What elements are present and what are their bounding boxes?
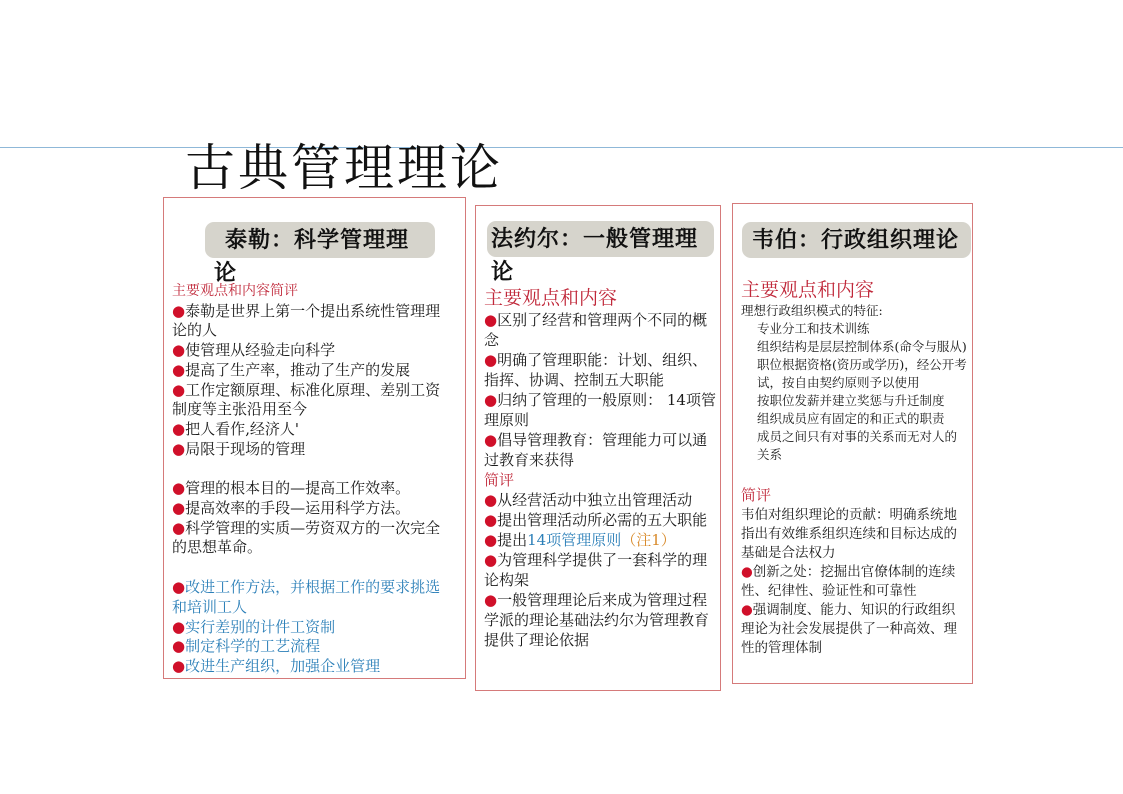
list-item — [172, 657, 454, 677]
fayol-header-tail: 论 — [491, 259, 514, 285]
weber-panel — [732, 203, 973, 684]
bullet-icon: ● — [484, 431, 498, 449]
item-text: 提高了生产率，推动了生产的发展 — [185, 360, 411, 379]
fayol-header: 法约尔：一般管理理 — [487, 221, 714, 257]
item-text: 专业分工和技术训练 — [757, 321, 870, 336]
list-item — [484, 350, 720, 390]
bullet-icon: ● — [172, 419, 186, 438]
bullet-icon: ● — [484, 531, 498, 549]
spacer — [741, 464, 967, 484]
section-heading: 主要观点和内容简评 — [172, 283, 298, 299]
item-text: 组织结构是层层控制体系(命令与服从)职位根据资格(资历或学历)，经公开考试，按自由契约原则予以使用 — [757, 339, 967, 390]
page-title: 古典管理理论 — [185, 139, 503, 197]
list-item — [172, 420, 454, 440]
list-item — [741, 338, 967, 392]
bullet-icon: ● — [741, 564, 753, 580]
item-text: 归纳了管理的一般原则： 14项管理原则 — [484, 391, 716, 429]
list-item — [741, 601, 967, 658]
list-item — [172, 519, 454, 558]
list-item — [484, 590, 720, 650]
item-text: 14项管理原则 — [527, 531, 622, 549]
item-text: 改进工作方法，并根据工作的要求挑选和培训工人 — [172, 578, 441, 616]
section-heading: 主要观点和内容 — [741, 279, 875, 301]
list-item — [741, 428, 967, 464]
item-text: 理想行政组织模式的特征: — [741, 303, 883, 318]
section-heading: 简评 — [484, 471, 515, 489]
item-text: 提出 — [497, 531, 528, 549]
bullet-icon: ● — [484, 591, 498, 609]
bullet-icon: ● — [172, 617, 186, 636]
list-item — [484, 530, 720, 550]
bullet-icon: ● — [172, 518, 186, 537]
list-item — [484, 490, 720, 510]
fayol-panel — [475, 205, 721, 691]
taylor-content — [172, 282, 454, 677]
item-text: 从经营活动中独立出管理活动 — [497, 491, 693, 509]
item-text: 泰勒是世界上第一个提出系统性管理理论的人 — [172, 301, 441, 340]
list-item — [172, 479, 454, 499]
bullet-icon: ● — [741, 602, 753, 618]
list-item — [484, 390, 720, 430]
list-item — [484, 510, 720, 530]
header-divider-line — [0, 147, 1123, 148]
spacer — [172, 459, 454, 479]
list-item — [741, 320, 967, 338]
fayol-content — [484, 286, 720, 650]
weber-header: 韦伯：行政组织理论 — [742, 222, 971, 258]
list-item — [172, 341, 454, 361]
bullet-icon: ● — [172, 360, 186, 379]
list-item — [741, 506, 967, 563]
list-item — [741, 563, 967, 601]
bullet-icon: ● — [172, 578, 186, 597]
bullet-icon: ● — [172, 656, 186, 675]
list-item — [172, 499, 454, 519]
item-text: 管理的根本目的—提高工作效率。 — [185, 479, 411, 498]
taylor-header-tail: 论 — [214, 260, 237, 286]
item-text: 局限于现场的管理 — [185, 439, 306, 458]
spacer — [172, 558, 454, 578]
bullet-icon: ● — [172, 301, 186, 320]
item-text: 制定科学的工艺流程 — [185, 637, 321, 656]
bullet-icon: ● — [484, 311, 498, 329]
list-item — [484, 310, 720, 350]
item-text: 一般管理理论后来成为管理过程学派的理论基础法约尔为管理教育提供了理论依据 — [484, 591, 710, 649]
list-item — [172, 637, 454, 657]
weber-content — [741, 278, 967, 658]
bullet-icon: ● — [172, 380, 186, 399]
item-text: 改进生产组织，加强企业管理 — [185, 656, 381, 675]
item-text: 科学管理的实质—劳资双方的一次完全的思想革命。 — [172, 518, 441, 557]
list-item — [172, 440, 454, 460]
list-item — [172, 302, 454, 341]
list-item — [172, 361, 454, 381]
item-text: 把人看作‚经济人' — [185, 419, 299, 438]
item-text: 倡导管理教育：管理能力可以通过教育来获得 — [484, 431, 708, 469]
section-heading: 主要观点和内容 — [484, 287, 618, 309]
bullet-icon: ● — [484, 491, 498, 509]
item-text: 成员之间只有对事的关系而无对人的关系 — [757, 429, 958, 462]
bullet-icon: ● — [172, 637, 186, 656]
bullet-icon: ● — [172, 479, 186, 498]
item-text: 区别了经营和管理两个不同的概念 — [484, 311, 708, 349]
section-heading: 简评 — [741, 486, 772, 504]
item-text: 强调制度、能力、知识的行政组织理论为社会发展提供了一种高效、理性的管理体制 — [741, 602, 957, 656]
item-text: 使管理从经验走向科学 — [185, 341, 336, 360]
item-text: 为管理科学提供了一套科学的理论构架 — [484, 551, 708, 589]
item-text: 实行差别的计件工资制 — [185, 617, 336, 636]
item-text: 提高效率的手段—运用科学方法。 — [185, 499, 411, 518]
list-item — [741, 302, 967, 320]
taylor-header: 泰勒：科学管理理 — [205, 222, 435, 258]
item-text: 工作定额原理、标准化原理、差别工资制度等主张沿用至今 — [172, 380, 441, 419]
list-item — [172, 381, 454, 420]
bullet-icon: ● — [172, 341, 186, 360]
bullet-icon: ● — [484, 511, 498, 529]
list-item — [172, 578, 454, 617]
list-item — [172, 618, 454, 638]
taylor-panel — [163, 197, 466, 679]
bullet-icon: ● — [172, 499, 186, 518]
bullet-icon: ● — [484, 351, 498, 369]
item-text: 按职位发薪并建立奖惩与升迁制度 — [757, 393, 945, 408]
list-item — [484, 430, 720, 470]
item-text: 韦伯对组织理论的贡献：明确系统地指出有效维系组织连续和目标达成的基础是合法权力 — [741, 507, 957, 561]
item-text: 创新之处：挖掘出官僚体制的连续性、纪律性、验证性和可靠性 — [741, 564, 956, 599]
item-text: （注1） — [621, 531, 676, 549]
bullet-icon: ● — [484, 551, 498, 569]
list-item — [741, 392, 967, 410]
list-item — [484, 550, 720, 590]
item-text: 提出管理活动所必需的五大职能 — [497, 511, 708, 529]
item-text: 明确了管理职能：计划、组织、指挥、协调、控制五大职能 — [484, 351, 708, 389]
item-text: 组织成员应有固定的和正式的职责 — [757, 411, 945, 426]
list-item — [741, 410, 967, 428]
bullet-icon: ● — [172, 439, 186, 458]
bullet-icon: ● — [484, 391, 498, 409]
